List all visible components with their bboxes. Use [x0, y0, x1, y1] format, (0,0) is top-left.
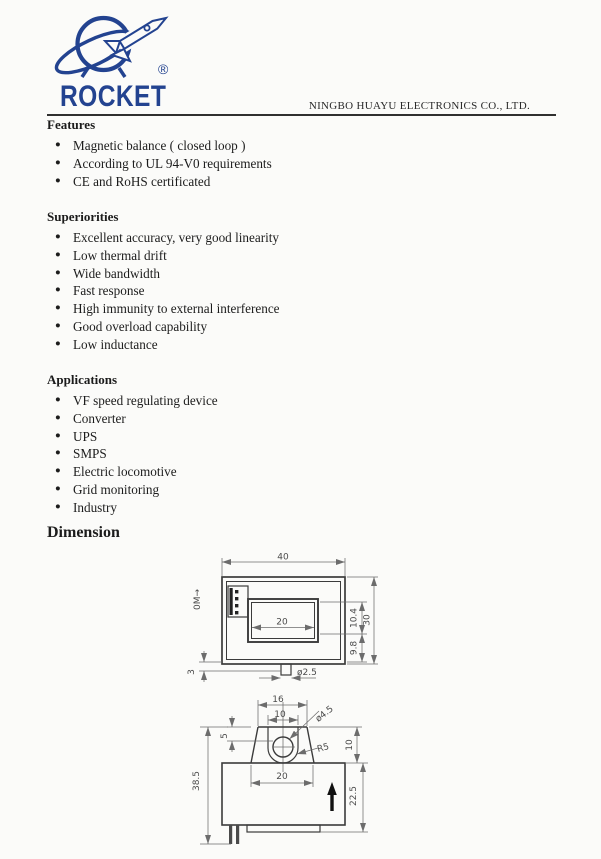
list-item [47, 137, 272, 155]
svg-text:38.5: 38.5 [192, 770, 202, 792]
svg-text:10: 10 [274, 710, 286, 720]
dim-overall-height [192, 727, 231, 844]
brand-name: ROCKET [60, 78, 167, 113]
bullet-icon: ● [55, 320, 61, 331]
list-item-text: Industry [73, 499, 117, 515]
svg-text:16: 16 [272, 695, 284, 705]
svg-text:20: 20 [276, 772, 288, 782]
list-item [47, 318, 280, 336]
bullet-icon: ● [55, 448, 61, 459]
dim-hole-diameter [290, 704, 336, 739]
connector [228, 586, 248, 617]
svg-text:0M→: 0M→ [193, 588, 203, 610]
dim-overall-width [222, 553, 345, 577]
rocket-logo [50, 8, 182, 114]
list-item [47, 428, 218, 446]
svg-text:10: 10 [345, 739, 355, 751]
list-item [47, 445, 218, 463]
list-item-text: Low thermal drift [73, 247, 167, 263]
dim-pin-diameter [259, 668, 317, 678]
bullet-icon: ● [55, 249, 61, 260]
bullet-icon: ● [55, 466, 61, 477]
dim-window-width [252, 618, 314, 628]
section-applications [47, 373, 218, 517]
list-item-text: Electric locomotive [73, 464, 177, 480]
list-item-text: UPS [73, 428, 98, 444]
list-item [47, 155, 272, 173]
dim-body-height [320, 763, 368, 832]
list-item [47, 392, 218, 410]
list-item-text: Wide bandwidth [73, 265, 160, 281]
header-divider [47, 114, 556, 116]
list-item-text: Good overload capability [73, 318, 208, 334]
head-outline [251, 727, 314, 763]
superiorities-list [47, 229, 280, 354]
registered-mark-icon: ® [158, 61, 169, 77]
list-item [47, 410, 218, 428]
dim-pin-offset [187, 651, 281, 682]
list-item [47, 300, 280, 318]
svg-text:9.8: 9.8 [349, 640, 360, 656]
pin-tab [281, 664, 291, 675]
bullet-icon: ● [55, 285, 61, 296]
section-heading-dimension: Dimension [47, 524, 120, 541]
list-item-text: High immunity to external interference [73, 301, 280, 317]
dim-hole-center-depth [220, 716, 273, 752]
front-view-drawing [185, 550, 397, 692]
list-item [47, 173, 272, 191]
list-item-text: Magnetic balance ( closed loop ) [73, 138, 246, 153]
bullet-icon: ● [55, 303, 61, 314]
pin [236, 825, 239, 844]
svg-text:5: 5 [220, 733, 230, 739]
company-name: NINGBO HUAYU ELECTRONICS CO., LTD. [308, 100, 530, 112]
bullet-icon: ● [55, 175, 61, 186]
list-item [47, 229, 280, 247]
bullet-icon: ● [55, 501, 61, 512]
features-list [47, 137, 272, 190]
list-item [47, 265, 280, 283]
globe-foot-icon [119, 68, 125, 77]
svg-text:3: 3 [187, 669, 197, 675]
dim-base-width [251, 765, 313, 787]
list-item [47, 463, 218, 481]
list-item-text: VF speed regulating device [73, 393, 218, 408]
dim-right-stack [320, 577, 378, 664]
bullet-icon: ● [55, 140, 61, 150]
bullet-icon: ● [55, 483, 61, 494]
section-features [47, 118, 272, 190]
svg-text:20: 20 [276, 617, 288, 628]
list-item-text: Low inductance [73, 336, 158, 352]
bullet-icon: ● [55, 157, 61, 168]
svg-text:40: 40 [277, 552, 289, 563]
section-heading-superiorities: Superiorities [47, 209, 119, 224]
list-item-text: Excellent accuracy, very good linearity [73, 230, 280, 245]
svg-text:R5: R5 [316, 742, 331, 755]
list-item-text: Converter [73, 410, 126, 426]
rocket-icon [97, 18, 166, 64]
section-heading-applications: Applications [47, 372, 118, 387]
list-item-text: SMPS [73, 446, 107, 462]
list-item [47, 481, 218, 499]
applications-list [47, 392, 218, 517]
bottom-step [247, 825, 320, 832]
pin [229, 825, 232, 844]
bullet-icon: ● [55, 395, 61, 405]
section-superiorities [47, 210, 280, 354]
list-item [47, 247, 280, 265]
svg-text:22.5: 22.5 [349, 785, 359, 807]
orientation-label [193, 589, 203, 610]
list-item-text: Fast response [73, 283, 145, 299]
svg-text:10.4: 10.4 [349, 607, 360, 629]
list-item-text: CE and RoHS certificated [73, 173, 211, 189]
svg-text:ø2.5: ø2.5 [297, 668, 317, 678]
svg-text:ø4.5: ø4.5 [313, 704, 336, 725]
svg-text:30: 30 [362, 614, 373, 626]
bullet-icon: ● [55, 267, 61, 278]
bullet-icon: ● [55, 430, 61, 441]
bullet-icon: ● [55, 338, 61, 349]
bullet-icon: ● [55, 412, 61, 423]
dim-fillet-radius [297, 742, 330, 755]
section-heading-features: Features [47, 117, 96, 132]
side-view-drawing [185, 688, 397, 859]
list-item [47, 282, 280, 300]
list-item-text: Grid monitoring [73, 481, 160, 497]
bullet-icon: ● [55, 232, 61, 242]
list-item-text: According to UL 94-V0 requirements [73, 155, 272, 171]
list-item [47, 499, 218, 517]
list-item [47, 336, 280, 354]
current-direction-arrow-icon [327, 782, 337, 811]
